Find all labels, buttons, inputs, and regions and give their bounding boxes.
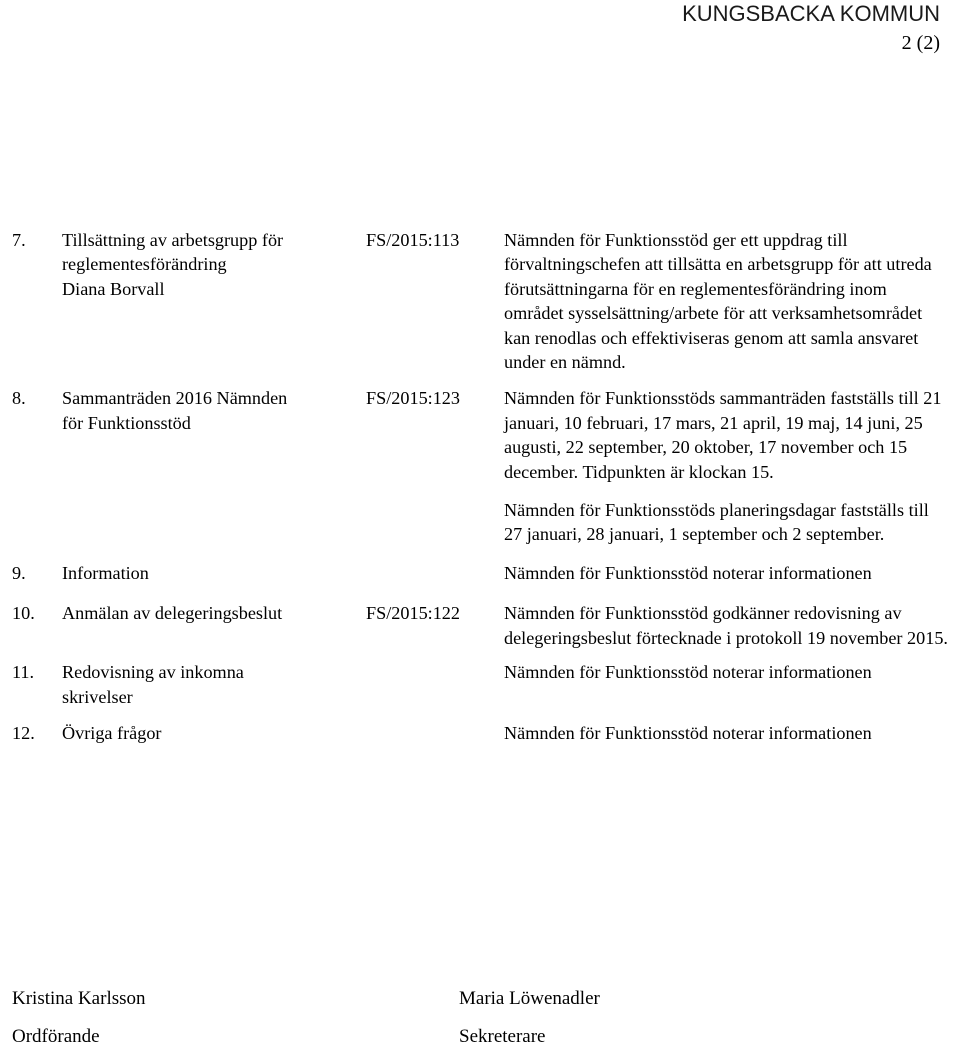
signature-secretary [459,986,600,1050]
item-number: 10. [12,603,35,624]
item-number: 9. [12,562,26,583]
item-number: 7. [12,230,26,250]
decision-paragraph: Nämnden för Funktionsstöds planeringsdagar fastställs till 27 januari, 28 januari, 1 september och 2 september. [504,500,929,545]
page-number: 2 (2) [901,32,940,54]
item-decision [504,228,948,374]
decision-paragraph: Nämnden för Funktionsstöd godkänner redovisning av delegeringsbeslut förtecknade i protokoll 19 november 2015. [504,603,948,648]
signatory-name: Kristina Karlsson [12,988,146,1009]
item-case-number [366,660,504,709]
signatory-role: Sekreterare [459,1026,546,1047]
item-number: 11. [12,662,35,683]
item-case-number [366,561,504,585]
decision-paragraph: Nämnden för Funktionsstöd noterar informationen [504,562,872,583]
agenda-item [12,601,958,650]
item-number: 8. [12,388,26,409]
item-decision [504,601,948,650]
item-decision [504,721,948,745]
signatory-role: Ordförande [12,1026,100,1047]
decision-paragraph: Nämnden för Funktionsstöd noterar informationen [504,722,872,743]
item-title: Information [62,562,149,583]
agenda-item [12,386,958,546]
item-title: Redovisning av inkomna skrivelser [62,662,244,707]
item-number: 12. [12,722,35,743]
decision-paragraph: Nämnden för Funktionsstöd noterar informationen [504,662,872,683]
agenda-item [12,561,958,585]
agenda-item [12,721,958,745]
item-decision [504,386,948,546]
agenda-item [12,660,958,709]
item-case-number [366,721,504,745]
item-case-number: FS/2015:123 [366,388,460,409]
item-decision [504,561,948,585]
signature-chair [12,986,146,1050]
decision-paragraph: Nämnden för Funktionsstöds sammanträden fastställs till 21 januari, 10 februari, 17 mars, 21 april, 19 maj, 14 juni, 25 augusti, 22 september, 20 oktober, 17 november och 15 december. Tidpunkten är klockan 15. [504,388,942,482]
item-title: Sammanträden 2016 Nämnden för Funktionsstöd [62,388,288,433]
page-header [682,0,940,56]
agenda-table [12,228,958,745]
signatory-name: Maria Löwenadler [459,988,600,1009]
organization-name: KUNGSBACKA KOMMUN [682,1,940,26]
item-case-number: FS/2015:122 [366,603,460,624]
item-title: Övriga frågor [62,722,162,743]
agenda-item [12,228,958,374]
item-decision [504,660,948,709]
item-case-number: FS/2015:113 [366,230,460,250]
item-title: Tillsättning av arbetsgrupp för reglementesförändring Diana Borvall [62,230,284,299]
item-title: Anmälan av delegeringsbeslut [62,603,283,624]
decision-paragraph: Nämnden för Funktionsstöd ger ett uppdrag till förvaltningschefen att tillsätta en arbetsgrupp för att utreda förutsättningarna för en reglementesförändring inom området sysselsättning/arbete för att verksamhetsområdet kan renodlas och effektiviseras genom att samla ansvaret under en nämnd. [504,230,932,373]
